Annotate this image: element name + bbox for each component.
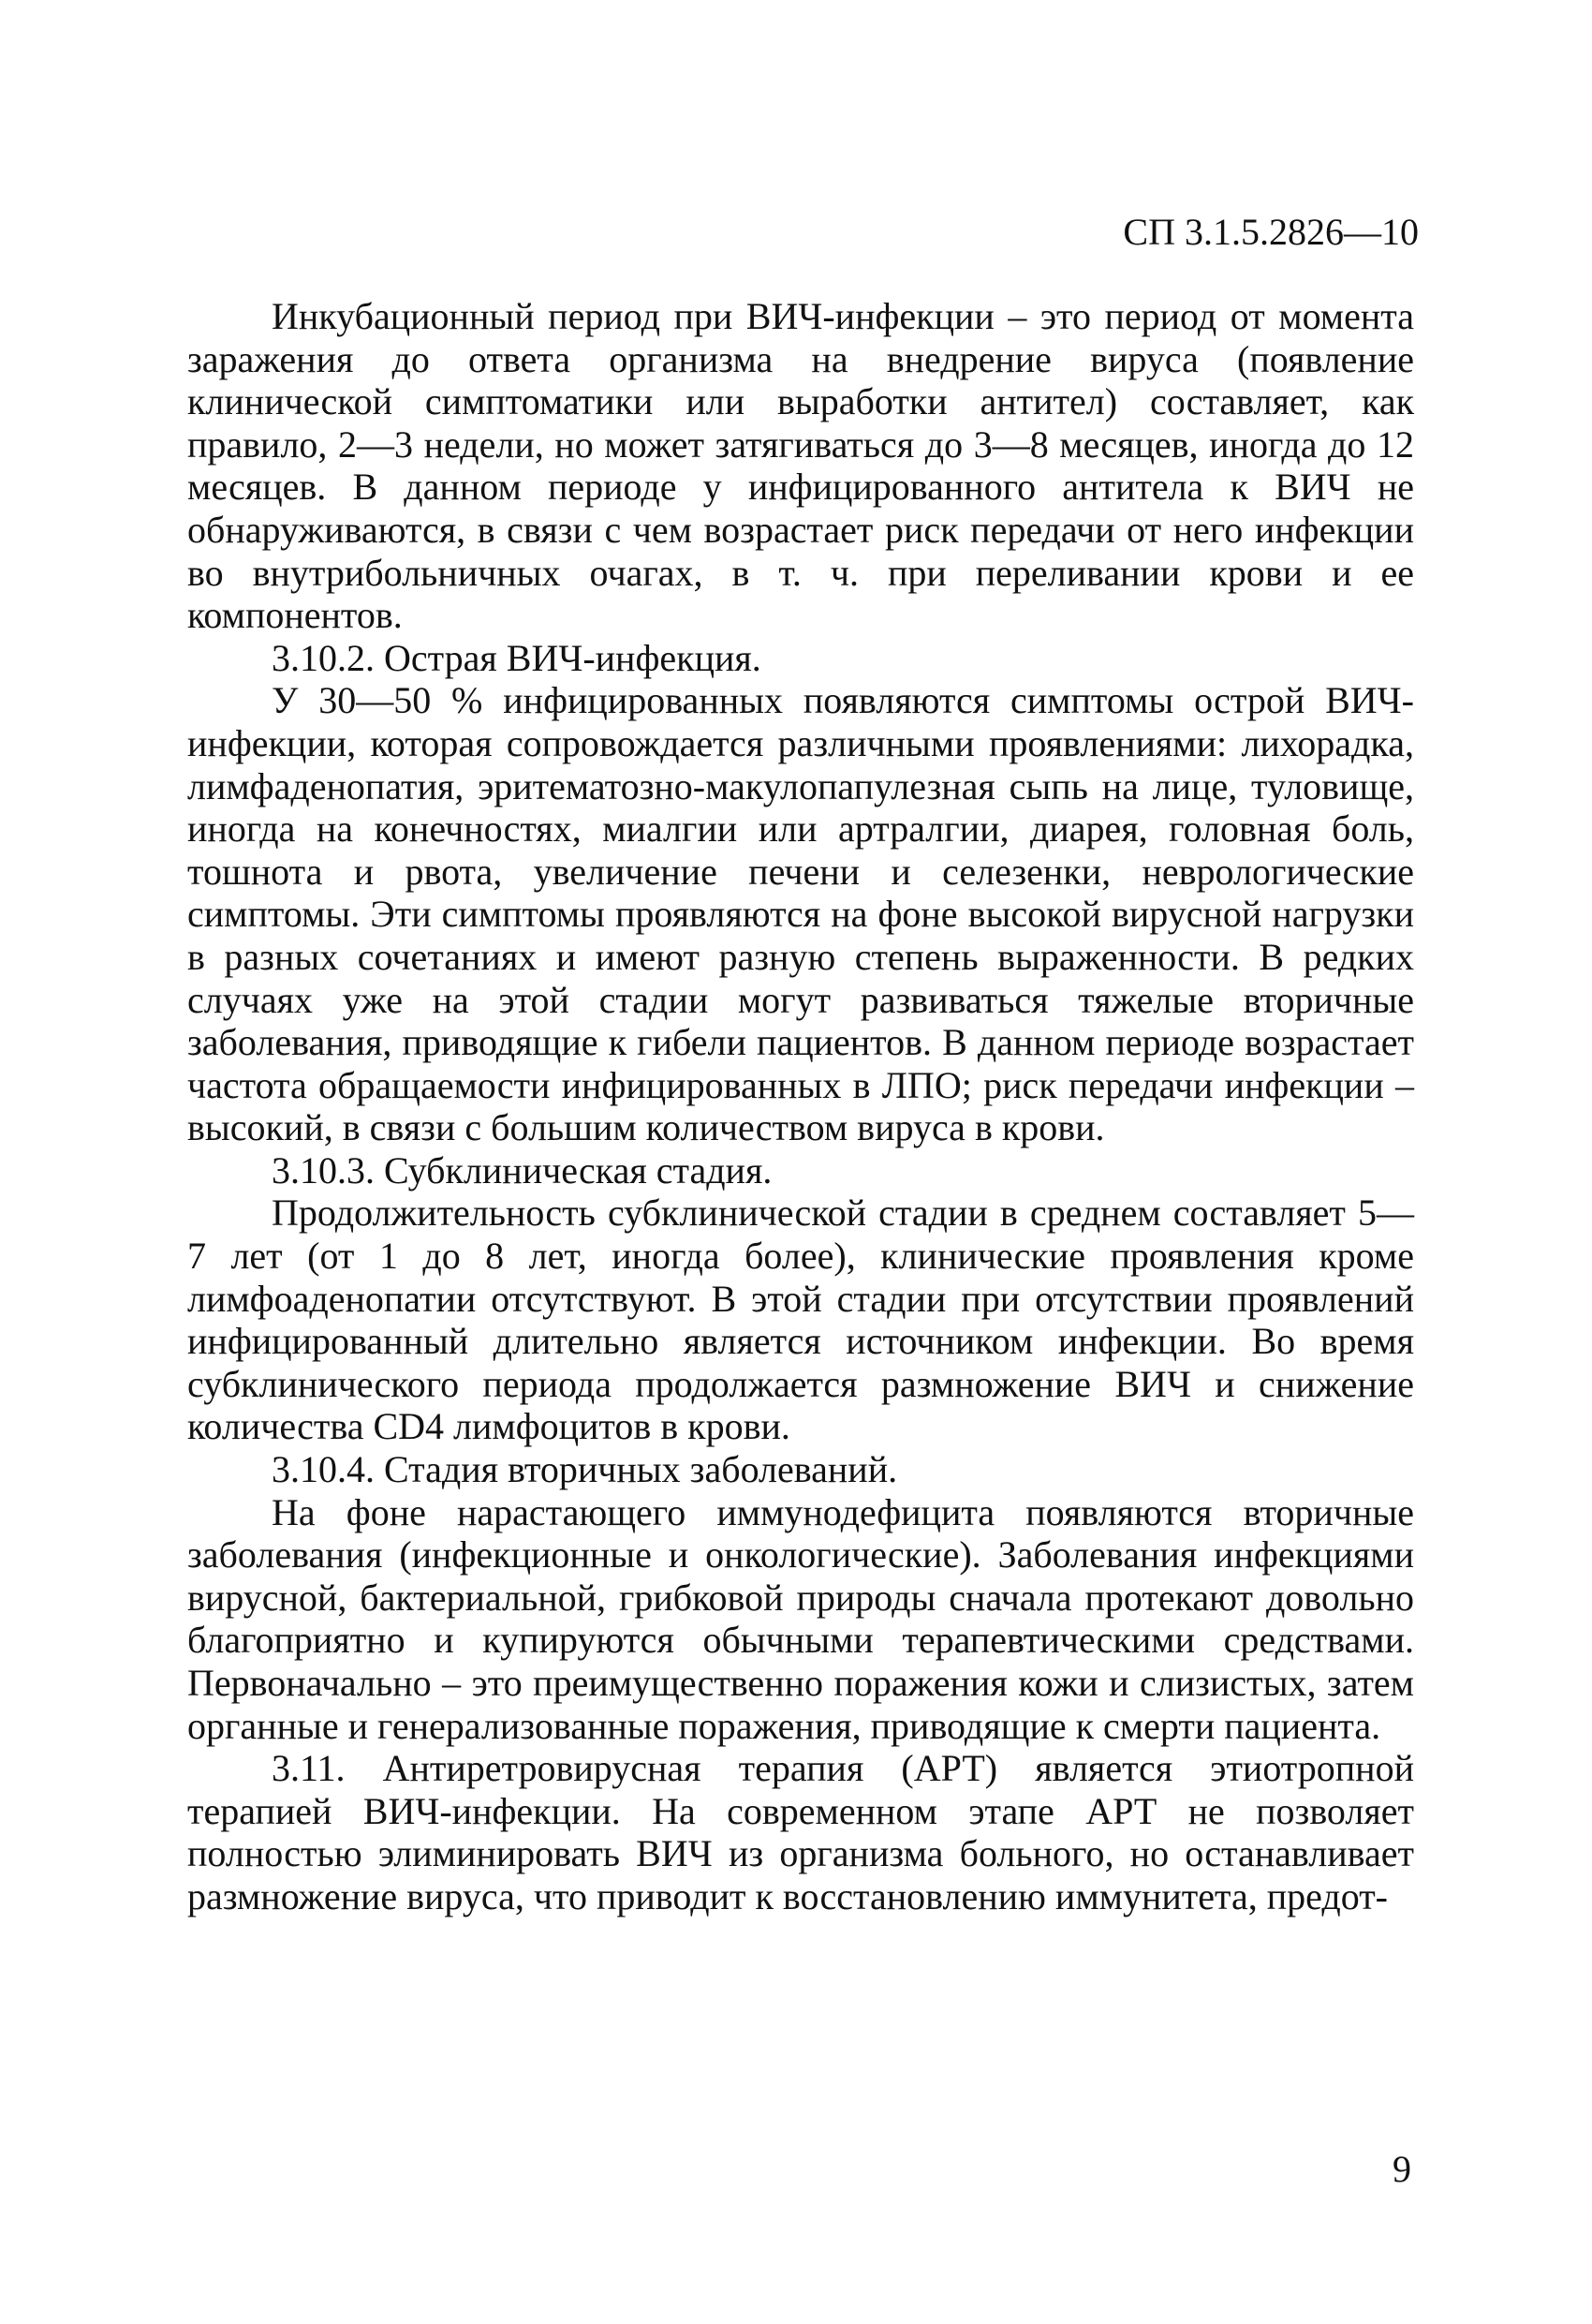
section-heading-subclinical-stage: 3.10.3. Субклиническая стадия. xyxy=(272,1148,773,1192)
paragraph-art-therapy: 3.11. Антиретровирусная терапия (АРТ) является этиотропной терапией ВИЧ-инфекции. На современном этапе АРТ не позволяет полностью элиминировать ВИЧ из организма больного, но останавливает размножение вируса, что приводит к восстановлению иммунитета, предот- xyxy=(187,1747,1414,1917)
paragraph-acute-hiv: У 30—50 % инфицированных появляются симптомы острой ВИЧ-инфекции, которая сопровождается различными проявлениями: лихорадка, лимфаденопатия, эритематозно-макулопапулезная сыпь на лице, туловище, иногда на конечностях, миалгии или артралгии, диарея, головная боль, тошнота и рвота, увеличение печени и селезенки, неврологические симптомы. Эти симптомы проявляются на фоне высокой вирусной нагрузки в разных сочетаниях и имеют разную степень выраженности. В редких случаях уже на этой стадии могут развиваться тяжелые вторичные заболевания, приводящие к гибели пациентов. В данном периоде возрастает частота обращаемости инфицированных в ЛПО; риск передачи инфекции – высокий, в связи с большим количеством вируса в крови. xyxy=(187,679,1414,1149)
paragraph-incubation-period: Инкубационный период при ВИЧ-инфекции – это период от момента заражения до ответа организма на внедрение вируса (появление клинической симптоматики или выработки антител) составляет, как правило, 2—3 недели, но может затягиваться до 3—8 месяцев, иногда до 12 месяцев. В данном периоде у инфицированного антитела к ВИЧ не обнаруживаются, в связи с чем возрастает риск передачи от него инфекции во внутрибольничных очагах, в т. ч. при переливании крови и ее компонентов. xyxy=(187,295,1414,637)
page-number: 9 xyxy=(1393,2148,1411,2190)
document-code: СП 3.1.5.2826—10 xyxy=(1123,211,1419,253)
section-heading-secondary-diseases: 3.10.4. Стадия вторичных заболеваний. xyxy=(272,1448,898,1491)
paragraph-secondary-diseases: На фоне нарастающего иммунодефицита появляются вторичные заболевания (инфекционные и онкологические). Заболевания инфекциями вирусной, бактериальной, грибковой природы сначала протекают довольно благоприятно и купируются обычными терапевтическими средствами. Первоначально – это преимущественно поражения кожи и слизистых, затем органные и генерализованные поражения, приводящие к смерти пациента. xyxy=(187,1490,1414,1747)
paragraph-subclinical-stage: Продолжительность субклинической стадии в среднем составляет 5—7 лет (от 1 до 8 лет, иногда более), клинические проявления кроме лимфоаденопатии отсутствуют. В этой стадии при отсутствии проявлений инфицированный длительно является источником инфекции. Во время субклинического периода продолжается размножение ВИЧ и снижение количества CD4 лимфоцитов в крови. xyxy=(187,1192,1414,1448)
section-heading-acute-hiv: 3.10.2. Острая ВИЧ-инфекция. xyxy=(272,636,761,679)
body-text xyxy=(187,295,1414,1918)
